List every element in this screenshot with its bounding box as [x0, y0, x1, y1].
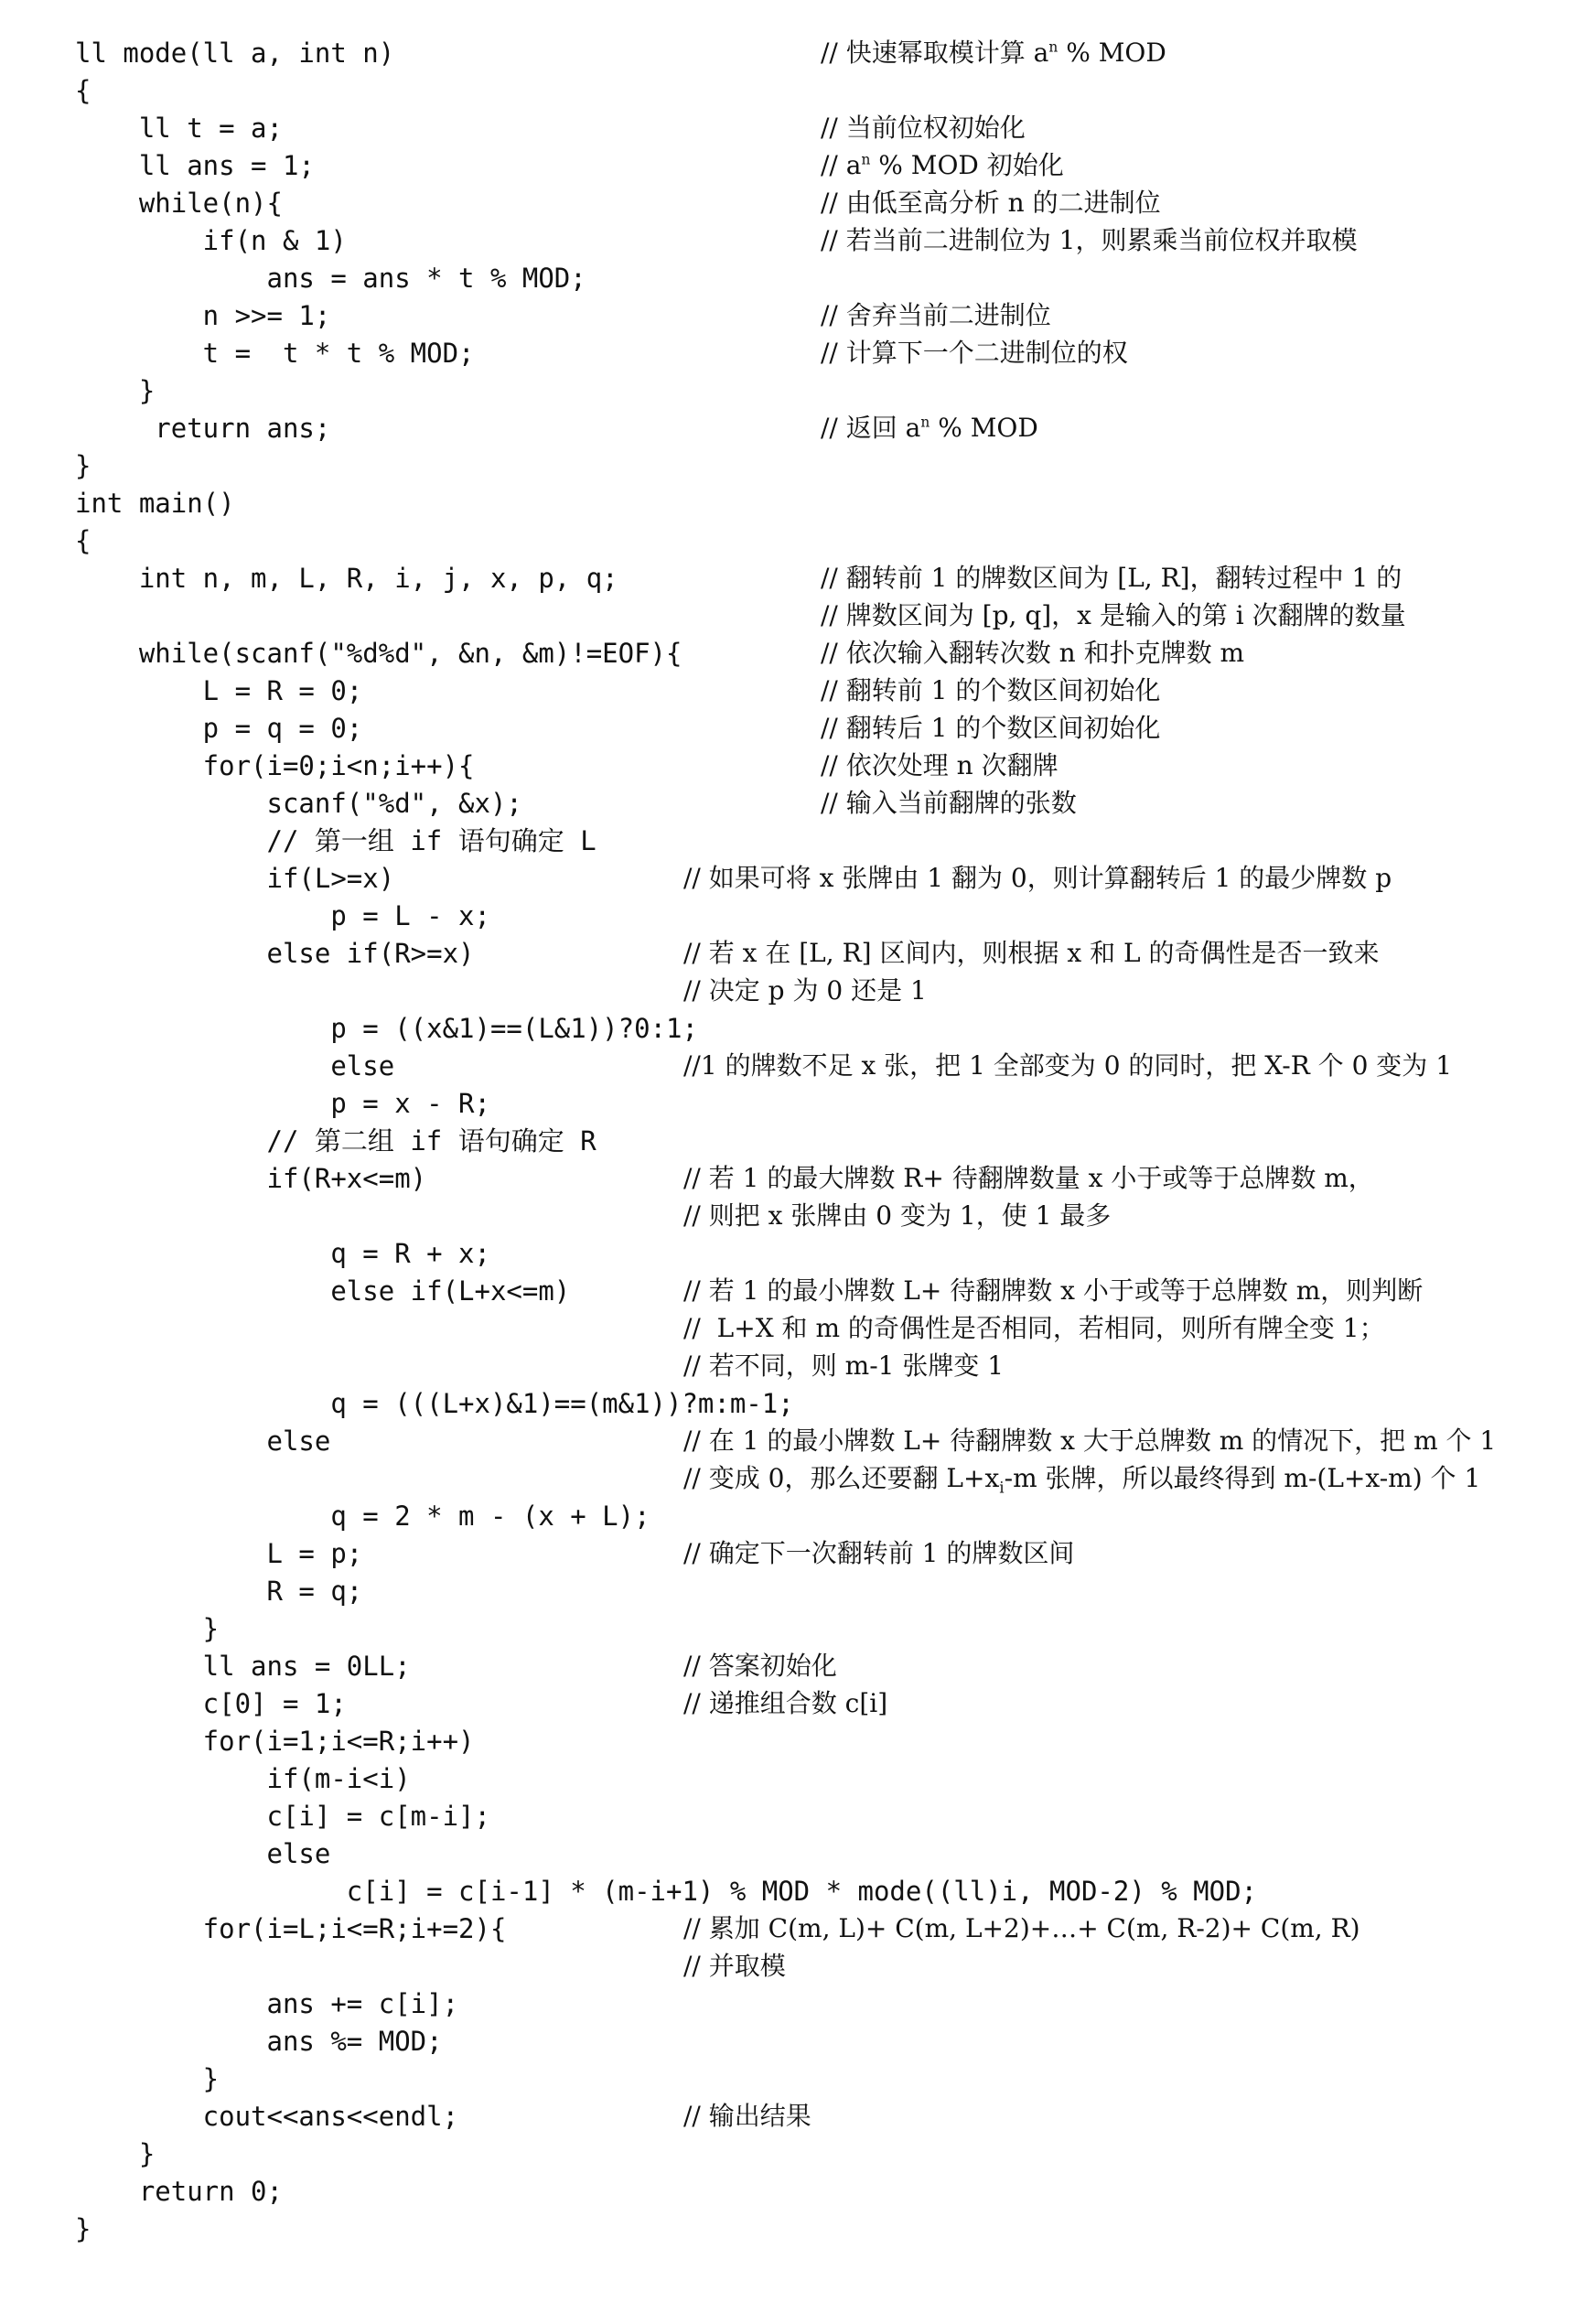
comment-line: // L+X 和 m 的奇偶性是否相同，若相同，则所有牌全变 1；	[683, 1313, 1385, 1343]
code-line: }	[75, 450, 91, 481]
comment-line: // 并取模	[683, 1951, 786, 1981]
code-line: ans %= MOD;	[75, 2026, 443, 2057]
comment-line: // 由低至高分析 n 的二进制位	[821, 188, 1161, 218]
comment-line: // 若 x 在 [L, R] 区间内，则根据 x 和 L 的奇偶性是否一致来	[683, 938, 1380, 968]
comment-line: // 输入当前翻牌的张数	[821, 788, 1077, 818]
code-line: cout<<ans<<endl;	[75, 2101, 459, 2132]
code-line: // 第一组 if 语句确定 L	[75, 825, 596, 856]
code-line: }	[75, 2138, 156, 2169]
code-line: if(n & 1)	[75, 225, 347, 256]
code-line: n >>= 1;	[75, 300, 331, 331]
code-line: ans = ans * t % MOD;	[75, 263, 586, 294]
comment-line: // 累加 C(m, L)+ C(m, L+2)+…+ C(m, R-2)+ C(m, R)	[683, 1913, 1360, 1943]
comment-line: // 依次输入翻转次数 n 和扑克牌数 m	[821, 638, 1245, 668]
comment-line: // 翻转前 1 的牌数区间为 [L, R]，翻转过程中 1 的	[821, 563, 1402, 593]
comment-line: // 答案初始化	[683, 1651, 837, 1681]
code-line: if(L>=x)	[75, 863, 395, 894]
code-line: }	[75, 2213, 91, 2244]
code-line: while(scanf("%d%d", &n, &m)!=EOF){	[75, 638, 682, 669]
code-line: if(R+x<=m)	[75, 1163, 427, 1194]
code-line: ll ans = 0LL;	[75, 1651, 411, 1682]
code-line: else	[75, 1838, 331, 1869]
comment-line: // 返回 $a^n$ % MOD	[821, 413, 1038, 443]
code-line: t = t * t % MOD;	[75, 338, 475, 369]
code-line: else if(L+x<=m)	[75, 1275, 571, 1307]
code-line: c[0] = 1;	[75, 1688, 347, 1719]
comment-line: // 输出结果	[683, 2101, 811, 2131]
comment-line: // 快速幂取模计算 $a^n$ % MOD	[821, 38, 1166, 68]
code-line: return ans;	[75, 413, 331, 444]
code-line: int n, m, L, R, i, j, x, p, q;	[75, 563, 618, 594]
code-line: // 第二组 if 语句确定 R	[75, 1125, 596, 1157]
comment-line: // 若不同，则 m-1 张牌变 1	[683, 1350, 1005, 1381]
code-line: }	[75, 375, 156, 406]
code-line: ll ans = 1;	[75, 150, 315, 181]
comment-line: // 牌数区间为 [p, q]，x 是输入的第 i 次翻牌的数量	[821, 600, 1406, 630]
code-line: for(i=L;i<=R;i+=2){	[75, 1913, 507, 1944]
comment-line: // 若 1 的最小牌数 L+ 待翻牌数 x 小于或等于总牌数 m，则判断	[683, 1275, 1424, 1306]
code-line: if(m-i<i)	[75, 1763, 411, 1794]
comment-line: // 变成 0，那么还要翻 $L+x_i-m$ 张牌，所以最终得到 m-(L+x-m) 个 1	[683, 1463, 1481, 1497]
comment-line: // 则把 x 张牌由 0 变为 1，使 1 最多	[683, 1200, 1112, 1231]
code-line: c[i] = c[i-1] * (m-i+1) % MOD * mode((ll)i, MOD-2) % MOD;	[75, 1876, 1258, 1907]
code-line: L = R = 0;	[75, 675, 363, 706]
code-line: int main()	[75, 488, 235, 519]
code-line: for(i=1;i<=R;i++)	[75, 1726, 475, 1757]
comment-line: // 如果可将 x 张牌由 1 翻为 0，则计算翻转后 1 的最少牌数 p	[683, 863, 1392, 893]
comment-line: // 翻转后 1 的个数区间初始化	[821, 713, 1161, 743]
code-line: R = q;	[75, 1576, 363, 1607]
code-line: {	[75, 525, 91, 556]
code-line: {	[75, 75, 91, 106]
code-line: for(i=0;i<n;i++){	[75, 750, 475, 781]
comment-line: // 舍弃当前二进制位	[821, 300, 1051, 330]
comment-line: // 若当前二进制位为 1，则累乘当前位权并取模	[821, 225, 1358, 255]
comment-line: // 在 1 的最小牌数 L+ 待翻牌数 x 大于总牌数 m 的情况下，把 m 个 1	[683, 1426, 1497, 1456]
code-line: }	[75, 2063, 220, 2094]
comment-line: // 翻转前 1 的个数区间初始化	[821, 675, 1161, 705]
code-line: else	[75, 1426, 331, 1457]
code-line: return 0;	[75, 2176, 283, 2207]
comment-line: // 计算下一个二进制位的权	[821, 338, 1128, 368]
code-line: q = (((L+x)&1)==(m&1))?m:m-1;	[75, 1388, 794, 1419]
comment-line: // 决定 p 为 0 还是 1	[683, 975, 927, 1006]
code-line: }	[75, 1613, 220, 1644]
comment-line: // 当前位权初始化	[821, 113, 1026, 143]
comment-line: // 递推组合数 c[i]	[683, 1688, 888, 1718]
comment-line: //1 的牌数不足 x 张，把 1 全部变为 0 的同时，把 X-R 个 0 变为 1	[683, 1050, 1453, 1081]
code-line: p = q = 0;	[75, 713, 363, 744]
comment-line: // 确定下一次翻转前 1 的牌数区间	[683, 1538, 1075, 1568]
code-line: scanf("%d", &x);	[75, 788, 522, 819]
code-line: q = 2 * m - (x + L);	[75, 1501, 650, 1532]
code-line: L = p;	[75, 1538, 363, 1569]
code-line: ll mode(ll a, int n)	[75, 38, 395, 69]
comment-line: // $a^n$ % MOD 初始化	[821, 150, 1064, 180]
comment-line: // 依次处理 n 次翻牌	[821, 750, 1059, 780]
code-line: ll t = a;	[75, 113, 283, 144]
code-line: c[i] = c[m-i];	[75, 1801, 490, 1832]
comment-line: // 若 1 的最大牌数 R+ 待翻牌数量 x 小于或等于总牌数 m，	[683, 1163, 1374, 1193]
code-line: p = L - x;	[75, 900, 490, 931]
code-line: ans += c[i];	[75, 1988, 459, 2019]
code-line: while(n){	[75, 188, 283, 219]
code-line: else	[75, 1050, 395, 1081]
code-line: p = x - R;	[75, 1088, 490, 1119]
code-line: p = ((x&1)==(L&1))?0:1;	[75, 1013, 698, 1044]
code-line: q = R + x;	[75, 1238, 490, 1269]
code-line: else if(R>=x)	[75, 938, 475, 969]
